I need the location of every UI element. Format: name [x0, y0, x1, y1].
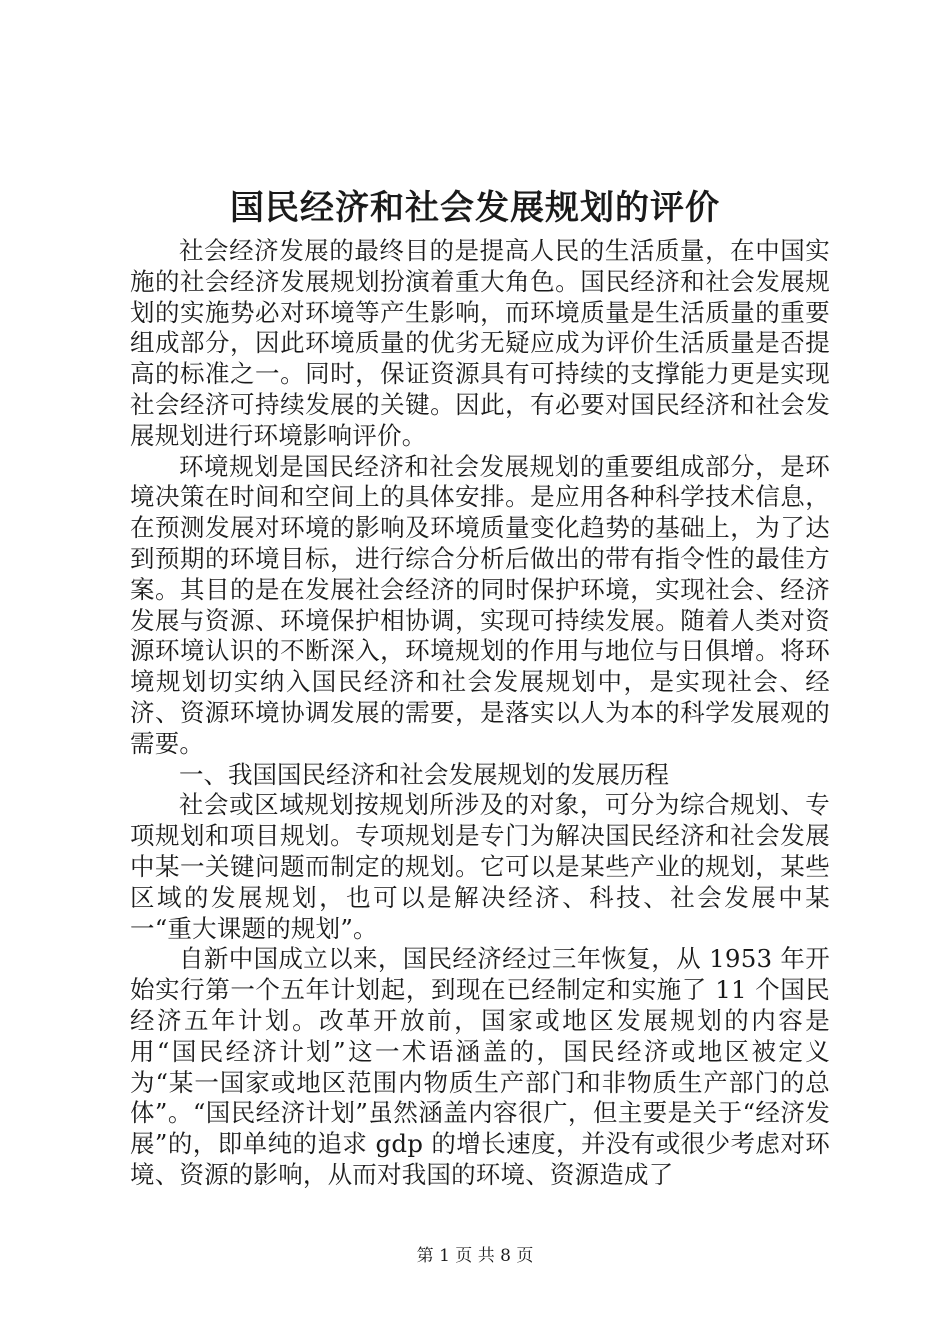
section-paragraph-1: 社会或区域规划按规划所涉及的对象，可分为综合规划、专项规划和项目规划。专项规划是专门为解决国民经济和社会发展中某一关键问题而制定的规划。它可以是某些产业的规划，某些区域的发展规划，也可以是解决经济、科技、社会发展中某一“重大课题的规划”。 [130, 790, 830, 943]
intro-paragraph-2: 环境规划是国民经济和社会发展规划的重要组成部分，是环境决策在时间和空间上的具体安排。是应用各种科学技术信息，在预测发展对环境的影响及环境质量变化趋势的基础上，为了达到预期的环境目标，进行综合分析后做出的带有指令性的最佳方案。其目的是在发展社会经济的同时保护环境，实现社会、经济发展与资源、环境保护相协调，实现可持续发展。随着人类对资源环境认识的不断深入，环境规划的作用与地位与日俱增。将环境规划切实纳入国民经济和社会发展规划中，是实现社会、经济、资源环境协调发展的需要，是落实以人为本的科学发展观的需要。 [130, 451, 830, 758]
page-number-label: 第 1 页 共 8 页 [416, 1246, 534, 1266]
document-title: 国民经济和社会发展规划的评价 [230, 188, 720, 228]
intro-paragraph-1: 社会经济发展的最终目的是提高人民的生活质量，在中国实施的社会经济发展规划扮演着重大角色。国民经济和社会发展规划的实施势必对环境等产生影响，而环境质量是生活质量的重要组成部分，因此环境质量的优劣无疑应成为评价生活质量是否提高的标准之一。同时，保证资源具有可持续的支撑能力更是实现社会经济可持续发展的关键。因此，有必要对国民经济和社会发展规划进行环境影响评价。 [130, 236, 830, 450]
section-paragraph-2: 自新中国成立以来，国民经济经过三年恢复，从 1953 年开始实行第一个五年计划起，到现在已经制定和实施了 11 个国民经济五年计划。改革开放前，国家或地区发展规划的内容是用“国民经济计划”这一术语涵盖的，国民经济或地区被定义为“某一国家或地区范围内物质生产部门和非物质生产部门的总体”。“国民经济计划”虽然涵盖内容很广，但主要是关于“经济发展”的，即单纯的追求 gdp 的增长速度，并没有或很少考虑对环境、资源的影响，从而对我国的环境、资源造成了 [130, 944, 830, 1189]
document-body [130, 236, 830, 1191]
page-footer [0, 1244, 950, 1268]
section-heading: 一、我国国民经济和社会发展规划的发展历程 [179, 759, 669, 789]
